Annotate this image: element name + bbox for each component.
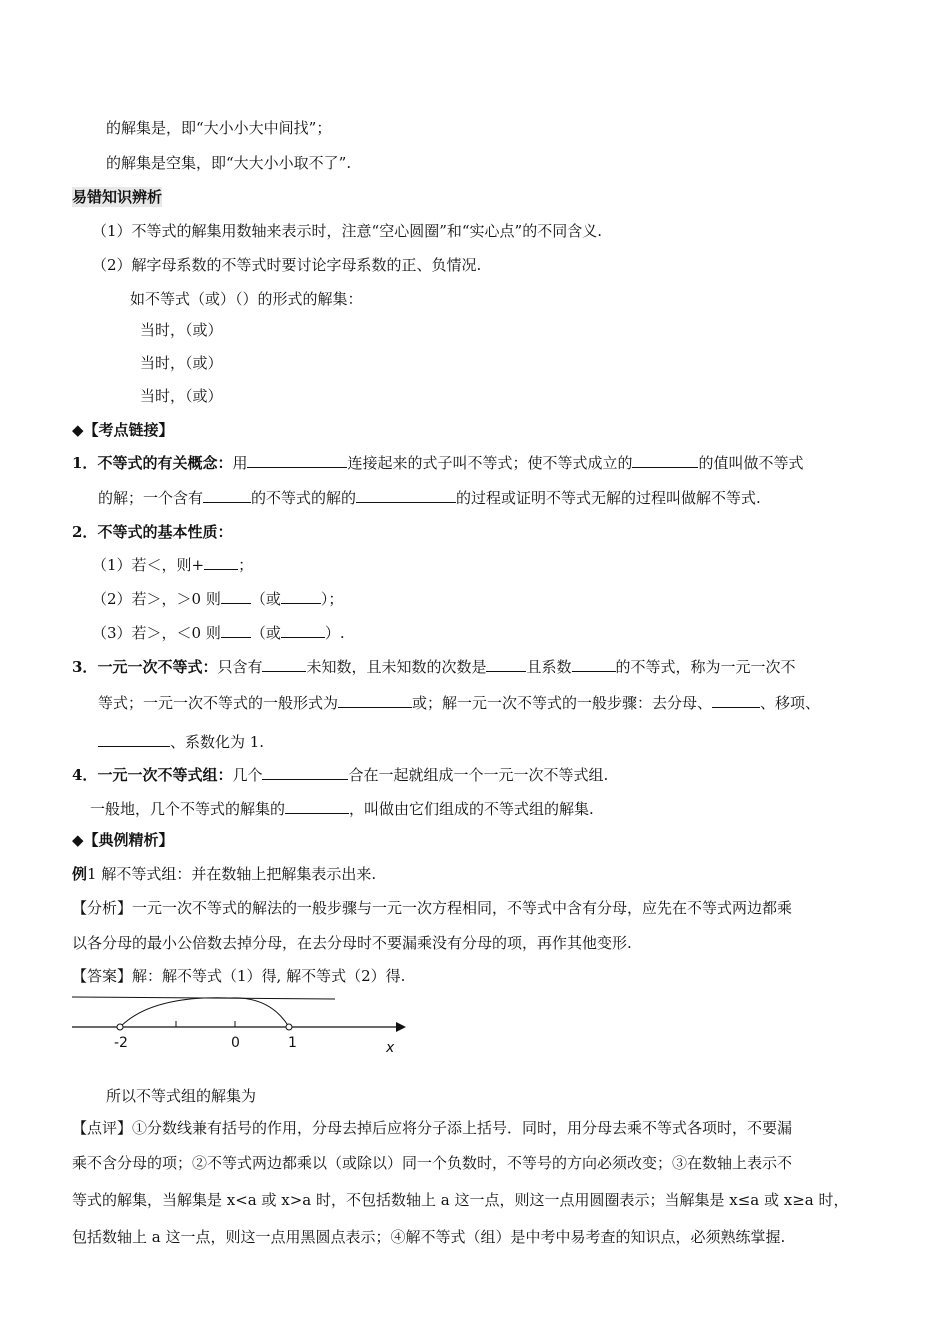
item-1-text-e: 的不等式的解的 — [251, 489, 357, 507]
item-4-text-b: 合在一起就组成一个一元一次不等式组. — [348, 766, 609, 784]
pitfall-2: （2）解字母系数的不等式时要讨论字母系数的正、负情况. — [92, 256, 482, 274]
property-1-text: （1）若＜，则+ — [92, 556, 205, 574]
pitfall-case-1: 当时，（或） — [140, 321, 223, 339]
examples-heading: ◆【典例精析】 — [72, 831, 174, 849]
blank — [281, 589, 321, 604]
intro-line-1: 的解集是，即“大小小大中间找”； — [106, 119, 332, 137]
blank — [221, 589, 251, 604]
blank — [221, 623, 251, 638]
item-2-sub-3 — [92, 623, 345, 643]
item-3-text-d: 的不等式，称为一元一次不 — [615, 658, 796, 676]
pitfall-example: 如不等式（或）（）的形式的解集： — [130, 290, 363, 308]
item-4-text-c: 一般地，几个不等式的解集的 — [90, 800, 286, 818]
blank — [203, 488, 251, 503]
item-3-line-1 — [72, 657, 796, 677]
property-2-end: ）； — [320, 590, 344, 608]
conclusion-line: 所以不等式组的解集为 — [106, 1087, 257, 1105]
comment-line-4: 包括数轴上 a 这一点，则这一点用黑圆点表示；④解不等式（组）是中考中易考查的知识点，必须熟练掌握. — [72, 1228, 786, 1246]
property-3-end: ）. — [324, 624, 345, 642]
tick-label-1: 1 — [288, 1035, 297, 1051]
blank — [204, 555, 238, 570]
item-3-text-a: 只含有 — [217, 658, 263, 676]
item-1-text-f: 的过程或证明不等式无解的过程叫做解不等式. — [456, 489, 761, 507]
comment-line-1: 【点评】①分数线兼有括号的作用，分母去掉后应将分子添上括号．同时，用分母去乘不等式各项时，不要漏 — [72, 1119, 793, 1137]
item-2-sub-2 — [92, 589, 343, 609]
comment-line-3: 等式的解集，当解集是 x<a 或 x>a 时，不包括数轴上 a 这一点，则这一点用圆圈表示；当解集是 x≤a 或 x≥a 时， — [72, 1191, 849, 1209]
example-1 — [72, 864, 376, 884]
item-3-text-h: 、系数化为 1. — [170, 733, 265, 751]
item-2-title: 不等式的基本性质： — [97, 523, 233, 541]
item-2-heading — [72, 522, 232, 542]
example-label: 例 — [72, 865, 88, 883]
item-1-line-2 — [98, 488, 761, 508]
item-1-text-d: 的解；一个含有 — [98, 489, 204, 507]
item-1-text-c: 的值叫做不等式 — [698, 454, 804, 472]
item-4-text-a: 几个 — [232, 766, 263, 784]
axis-arrow-icon — [396, 1022, 406, 1032]
item-1-text-b: 连接起来的式子叫不等式；使不等式成立的 — [347, 454, 633, 472]
analysis-line-1: 【分析】一元一次不等式的解法的一般步骤与一元一次方程相同，不等式中含有分母，应先在不等式两边都乘 — [72, 899, 793, 917]
pitfall-case-2: 当时，（或） — [140, 354, 223, 372]
axis-label-x: x — [386, 1040, 395, 1056]
item-4-number: 4． — [72, 766, 98, 784]
item-3-text-f: 或；解一元一次不等式的一般步骤：去分母、 — [412, 694, 713, 712]
item-2-sub-1 — [92, 555, 253, 575]
item-4-title: 一元一次不等式组： — [97, 766, 233, 784]
item-4-line-1 — [72, 765, 608, 785]
item-3-line-2 — [98, 693, 820, 713]
blank — [632, 453, 698, 468]
blank — [356, 488, 456, 503]
blank — [572, 657, 616, 672]
blank — [285, 799, 349, 814]
pitfall-case-3: 当时，（或） — [140, 387, 223, 405]
property-3-or: （或 — [250, 624, 281, 642]
blank — [486, 657, 526, 672]
item-1-title: 不等式的有关概念： — [97, 454, 233, 472]
item-4-line-2 — [90, 799, 594, 819]
property-3-text: （3）若＞，＜0 则 — [92, 624, 221, 642]
tick-label-0: 0 — [231, 1035, 240, 1051]
blank — [281, 623, 325, 638]
intro-line-2: 的解集是空集，即“大大小小取不了”. — [106, 154, 352, 172]
links-heading: ◆【考点链接】 — [72, 421, 174, 439]
example-text: 1 解不等式组：并在数轴上把解集表示出来. — [87, 865, 377, 883]
comment-line-2: 乘不含分母的项；②不等式两边都乘以（或除以）同一个负数时，不等号的方向必须改变；③在数轴上表示不 — [72, 1154, 793, 1172]
open-circle-icon — [286, 1024, 292, 1030]
blank — [338, 693, 412, 708]
item-3-line-3 — [98, 732, 264, 752]
item-2-number: 2． — [72, 523, 98, 541]
blank — [262, 657, 306, 672]
property-1-end: ； — [238, 556, 254, 574]
analysis-line-2: 以各分母的最小公倍数去掉分母，在去分母时不要漏乘没有分母的项，再作其他变形. — [72, 934, 632, 952]
blank — [247, 453, 347, 468]
item-1-number: 1． — [72, 454, 98, 472]
item-1-text-a: 用 — [232, 454, 248, 472]
tick-label-neg2: -2 — [114, 1035, 128, 1051]
blank — [712, 693, 760, 708]
number-line-diagram — [60, 990, 420, 1060]
property-2-or: （或 — [250, 590, 281, 608]
item-3-text-e: 等式；一元一次不等式的一般形式为 — [98, 694, 339, 712]
blank — [98, 732, 170, 747]
item-3-text-g: 、移项、 — [760, 694, 821, 712]
solution-arc-right — [230, 998, 289, 1027]
blank — [262, 765, 348, 780]
item-1-line-1 — [72, 453, 804, 473]
item-3-number: 3． — [72, 658, 98, 676]
solution-arc-left — [120, 998, 230, 1027]
item-4-text-d: ，叫做由它们组成的不等式组的解集. — [349, 800, 594, 818]
item-3-title: 一元一次不等式： — [97, 658, 218, 676]
answer-line: 【答案】解：解不等式（1）得, 解不等式（2）得. — [72, 967, 406, 985]
property-2-text: （2）若＞，＞0 则 — [92, 590, 221, 608]
pitfall-1: （1）不等式的解集用数轴来表示时，注意“空心圆圈”和“实心点”的不同含义. — [92, 222, 602, 240]
item-3-text-b: 未知数，且未知数的次数是 — [306, 658, 487, 676]
open-circle-icon — [117, 1024, 123, 1030]
item-3-text-c: 且系数 — [526, 658, 572, 676]
pitfalls-heading: 易错知识辨析 — [72, 188, 163, 206]
